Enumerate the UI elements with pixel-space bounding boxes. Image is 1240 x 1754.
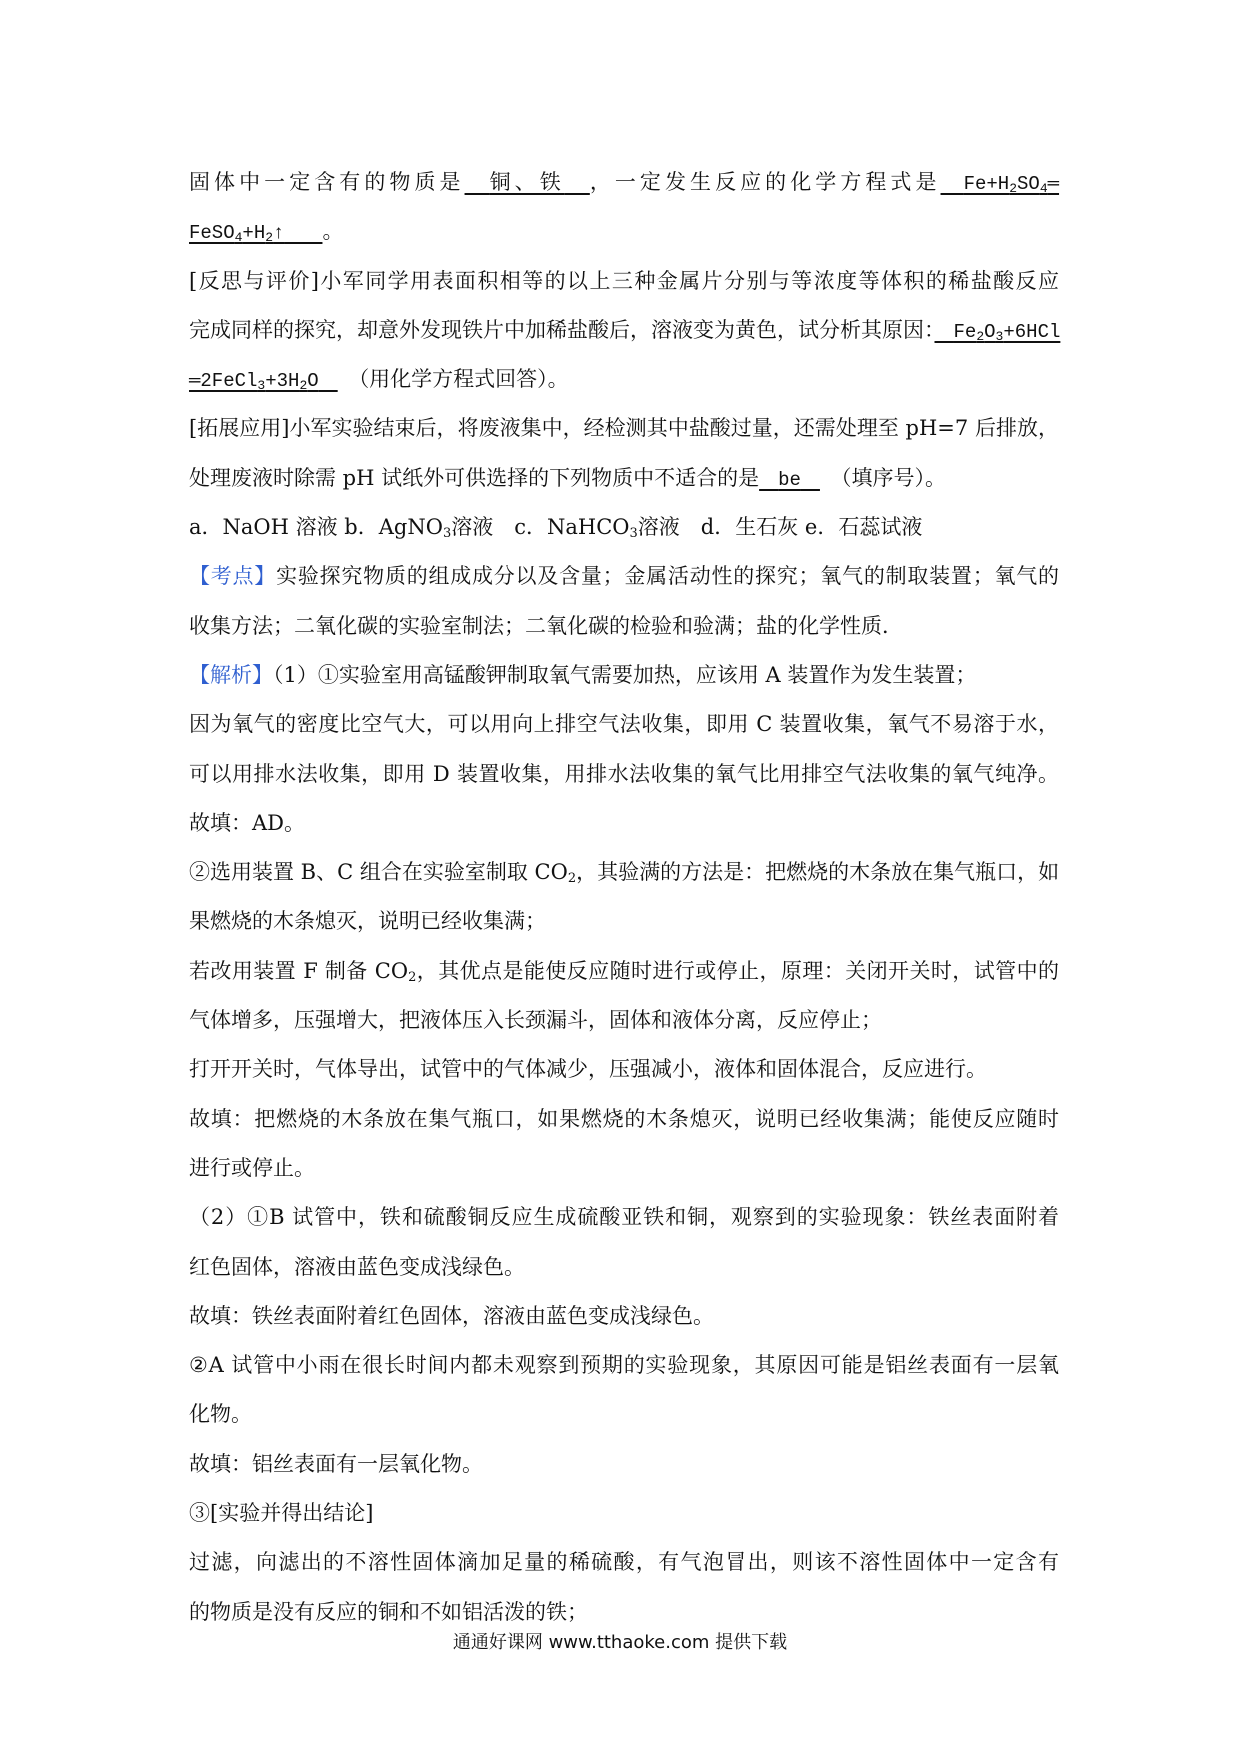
text-segment: 完成同样的探究，却意外发现铁片中加稀盐酸后，溶液变为黄色，试分析其原因：: [189, 317, 935, 342]
text-segment: 溶液 d．生石灰 e．石蕊试液: [637, 515, 923, 540]
text-line-29: 过滤，向滤出的不溶性固体滴加足量的稀硫酸，有气泡冒出，则该不溶性固体中一定含有: [189, 1550, 1059, 1575]
text-line-25: ②A 试管中小雨在很长时间内都未观察到预期的实验现象，其原因可能是铝丝表面有一层氧: [189, 1353, 1059, 1378]
text-line-22: （2）①B 试管中，铁和硫酸铜反应生成硫酸亚铁和铜，观察到的实验现象：铁丝表面附着: [189, 1205, 1059, 1230]
text-segment: 固体中一定含有的物质是: [189, 170, 465, 194]
text-segment: ，其优点是能使反应随时进行或停止，原理：关闭开关时，试管中的: [416, 958, 1059, 983]
text-segment: （填序号）。: [840, 465, 946, 490]
text-line-16: 果燃烧的木条熄灭，说明已经收集满；: [189, 909, 546, 934]
text-segment: （1）①实验室用高锰酸钾制取氧气需要加热，应该用 A 装置作为发生装置；: [273, 662, 977, 687]
text-line-14: 故填：AD。: [189, 810, 306, 835]
text-line-27: 故填：铝丝表面有一层氧化物。: [189, 1451, 483, 1476]
text-line-5: [189, 355, 1059, 404]
text-line-1: [189, 158, 1059, 207]
text-segment: ，一定发生反应的化学方程式是: [589, 170, 941, 194]
text-line-9: [189, 552, 1059, 601]
text-line-17: 若改用装置 F 制备 $CO_2$，其优点是能使反应随时进行或停止，原理：关闭开关时，试管中的: [189, 958, 1059, 985]
text-line-24: 故填：铁丝表面附着红色固体，溶液由蓝色变成浅绿色。: [189, 1303, 714, 1328]
text-line-3: [反思与评价]小军同学用表面积相等的以上三种金属片分别与等浓度等体积的稀盐酸反应: [189, 268, 1059, 293]
text-segment: 。: [322, 219, 344, 244]
text-line-21: 进行或停止。: [189, 1155, 315, 1180]
text-line-8: a．NaOH 溶液 b．AgNO$_3$溶液 c．NaHCO$_3$溶液 d．生石灰 e．石蕊试液: [189, 515, 923, 542]
text-line-15: ②选用装置 B、C 组合在实验室制取 $CO_2$，其验满的方法是：把燃烧的木条放在集气瓶口，如: [189, 860, 1060, 887]
text-line-6: [拓展应用]小军实验结束后，将废液集中，经检测其中盐酸过量，还需处理至 pH=7 后排放，: [189, 416, 1059, 441]
text-line-11: [189, 651, 1059, 700]
text-line-28: ③[实验并得出结论]: [189, 1501, 374, 1526]
answer-blank: $Fe+H_2SO_4═$: [963, 173, 1060, 196]
text-line-13: 可以用排水法收集，即用 D 装置收集，用排水法收集的氧气比用排空气法收集的氧气纯净。: [189, 761, 1059, 786]
text-line-18: 气体增多，压强增大，把液体压入长颈漏斗，固体和液体分离，反应停止；: [189, 1008, 882, 1033]
text-line-7: [189, 454, 1059, 503]
text-segment: ，其验满的方法是：把燃烧的木条放在集气瓶口，如: [576, 860, 1060, 885]
answer-blank: 铜、铁: [489, 170, 565, 194]
text-line-23: 红色固体，溶液由蓝色变成浅绿色。: [189, 1254, 525, 1279]
page-footer: 通通好课网 www.tthaoke.com 提供下载: [452, 1632, 788, 1653]
section-tag-jiexi: 【解析】: [189, 662, 273, 687]
text-segment: 处理废液时除需 pH 试纸外可供选择的下列物质中不适合的是: [189, 465, 760, 490]
answer-blank: $FeSO_4+H_2↑$: [189, 222, 285, 246]
section-tag-kaodian: 【考点】: [189, 564, 277, 589]
text-segment: 若改用装置 F 制备 CO: [189, 958, 409, 983]
text-segment: ②选用装置 B、C 组合在实验室制取 CO: [189, 860, 568, 885]
text-line-12: 因为氧气的密度比空气大，可以用向上排空气法收集，即用 C 装置收集，氧气不易溶于水，: [189, 712, 1059, 737]
text-line-20: 故填：把燃烧的木条放在集气瓶口，如果燃烧的木条熄灭，说明已经收集满；能使反应随时: [189, 1106, 1059, 1131]
text-line-26: 化物。: [189, 1402, 252, 1427]
text-line-2: [189, 207, 1059, 256]
text-line-19: 打开开关时，气体导出，试管中的气体减少，压强减小，液体和固体混合，反应进行。: [189, 1057, 987, 1082]
text-segment: 溶液 c．NaHCO: [451, 515, 630, 540]
text-line-30: 的物质是没有反应的铜和不如铝活泼的铁；: [189, 1599, 588, 1624]
answer-blank: $═2FeCl_3+3H_2O$: [189, 370, 319, 394]
text-line-4: [189, 306, 1059, 355]
text-segment: （用化学方程式回答）。: [358, 367, 569, 392]
document-body: [189, 158, 1059, 1637]
text-line-10: 收集方法；二氧化碳的实验室制法；二氧化碳的检验和验满；盐的化学性质．: [189, 613, 903, 638]
answer-blank: $Fe_2O_3+6HCl$: [953, 320, 1061, 344]
text-segment: 实验探究物质的组成成分以及含量；金属活动性的探究；氧气的制取装置；氧气的: [276, 564, 1059, 589]
answer-blank: be: [778, 468, 801, 491]
text-segment: a．NaOH 溶液 b．AgNO: [189, 515, 443, 540]
